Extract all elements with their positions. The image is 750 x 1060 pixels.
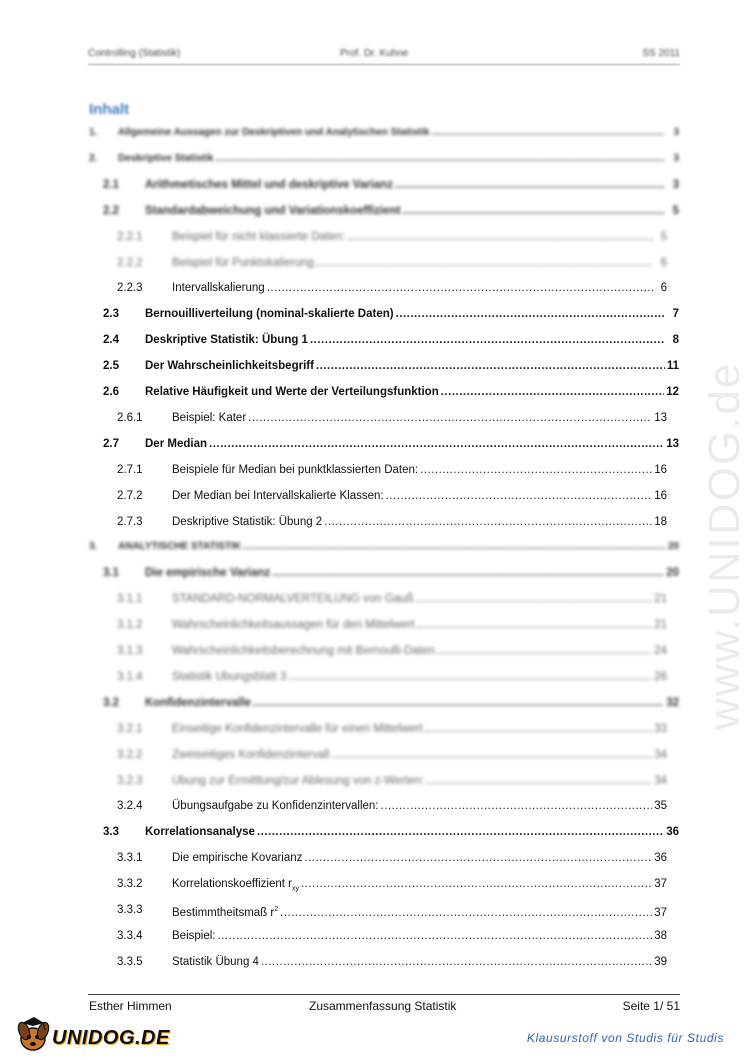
toc-entry-line	[118, 150, 679, 168]
toc-entry-page: 13	[654, 412, 667, 424]
toc-entry-title-text: Deskriptive Statistik: Übung 2	[172, 516, 323, 528]
toc-entry[interactable]	[0, 901, 750, 919]
toc-entry-number: 3.	[89, 541, 98, 552]
toc-entry-title-text: Konfidenzintervalle	[145, 697, 252, 709]
toc-entry-line	[145, 823, 679, 841]
toc-entry-line	[145, 435, 679, 453]
toc-entry[interactable]	[0, 797, 750, 815]
toc-entry-title-text: Standardabweichung und Variationskoeffizient	[145, 205, 401, 217]
toc-entry[interactable]	[0, 279, 750, 297]
toc-entry-title-text: Beispiel für nicht klassierte Daten:	[172, 231, 346, 243]
toc-entry-title	[172, 772, 424, 790]
toc-dot-leader	[425, 720, 653, 738]
toc-entry-line	[145, 383, 679, 401]
toc-entry-superscript: 2	[274, 906, 279, 913]
toc-entry-title-text: STANDARD-NORMALVERTEILUNG von Gauß	[172, 593, 414, 605]
header-semester: SS 2011	[642, 48, 680, 59]
brand-tagline: Klausurstoff von Studis für Studis	[526, 1031, 724, 1045]
toc-entry-number: 2.4	[103, 334, 119, 346]
toc-dot-leader	[267, 279, 653, 297]
toc-entry[interactable]	[0, 849, 750, 867]
toc-entry-page: 8	[672, 334, 679, 346]
toc-entry[interactable]	[0, 538, 750, 556]
toc-entry-title	[145, 435, 207, 453]
toc-entry-number: 3.3.4	[117, 930, 143, 942]
toc-entry-page: 34	[654, 775, 667, 787]
toc-dot-leader	[437, 642, 652, 660]
toc-entry-title-text: Beispiel: Kater	[172, 412, 247, 424]
toc-entry-page: 37	[654, 878, 667, 890]
toc-entry[interactable]	[0, 305, 750, 323]
footer-title: Zusammenfassung Statistik	[309, 999, 457, 1013]
toc-entry-title	[118, 538, 241, 556]
toc-entry-title	[145, 823, 255, 841]
toc-entry-title-text: Deskriptive Statistik	[118, 153, 214, 164]
toc-entry[interactable]	[0, 720, 750, 738]
toc-entry-line	[118, 538, 679, 556]
toc-entry-number: 3.2.4	[117, 800, 143, 812]
toc-dot-leader	[248, 409, 652, 427]
toc-entry-page: 5	[660, 231, 667, 243]
toc-dot-leader	[216, 150, 665, 168]
toc-dot-leader	[288, 668, 652, 686]
toc-entry-title-text: Der Median	[145, 438, 207, 450]
toc-entry-title	[172, 901, 278, 922]
toc-entry-title-text: Korrelationsanalyse	[145, 826, 255, 838]
toc-entry-page: 5	[672, 205, 679, 217]
toc-entry-title-text: Übung zur Ermittlung/zur Ablesung von z-Werten:	[172, 775, 425, 787]
toc-entry-title	[145, 357, 314, 375]
toc-entry-number: 2.1	[103, 179, 119, 191]
toc-entry-title	[172, 254, 314, 272]
toc-dot-leader	[209, 435, 664, 453]
toc-dot-leader	[420, 461, 652, 479]
toc-entry-page: 20	[667, 541, 679, 552]
toc-entry[interactable]	[0, 228, 750, 246]
toc-entry-line	[145, 176, 679, 194]
toc-entry[interactable]	[0, 202, 750, 220]
toc-entry-page: 16	[654, 490, 667, 502]
toc-entry-line	[145, 202, 679, 220]
toc-entry-title	[172, 228, 345, 246]
toc-entry-line	[172, 461, 667, 479]
toc-entry-number: 2.2	[103, 205, 119, 217]
toc-entry-number: 3.3.1	[117, 852, 143, 864]
toc-entry-title-text: Übungsaufgabe zu Konfidenzintervallen:	[172, 800, 379, 812]
toc-entry-number: 3.3.3	[117, 904, 143, 916]
toc-entry-title-text: Bestimmtheitsmaß r	[172, 906, 275, 919]
toc-entry-title	[172, 797, 379, 815]
toc-entry-line	[172, 590, 667, 608]
toc-dot-leader	[310, 331, 665, 349]
toc-dot-leader	[243, 538, 665, 556]
toc-entry-number: 2.7.1	[117, 464, 143, 476]
toc-entry-number: 2.7	[103, 438, 119, 450]
toc-entry-page: 36	[666, 826, 679, 838]
footer-rule	[88, 994, 680, 995]
footer-author: Esther Himmen	[89, 999, 172, 1013]
toc-entry-title-text: Korrelationskoeffizient r	[172, 878, 292, 890]
toc-entry-page: 3	[673, 153, 679, 164]
toc-entry-title	[145, 694, 251, 712]
toc-entry[interactable]	[0, 409, 750, 427]
toc-entry-line	[172, 279, 667, 297]
toc-dot-leader	[217, 927, 652, 945]
toc-entry-title-text: Statistik Übung 4	[172, 956, 259, 968]
toc-entry-number: 3.1.2	[117, 619, 143, 631]
toc-entry-title	[145, 176, 393, 194]
toc-entry-number: 3.2.1	[117, 723, 143, 735]
toc-entry-title	[172, 668, 286, 686]
toc-entry-page: 33	[654, 723, 667, 735]
toc-entry-title	[172, 590, 414, 608]
toc-entry-page: 34	[654, 749, 667, 761]
toc-entry-number: 2.2.3	[117, 282, 143, 294]
toc-entry-line	[172, 901, 667, 922]
toc-entry-title-text: Intervallskalierung	[172, 282, 265, 294]
toc-entry-line	[172, 668, 667, 686]
toc-entry-page: 36	[654, 852, 667, 864]
toc-entry-title	[172, 409, 246, 427]
toc-entry-line	[118, 124, 679, 142]
toc-entry-line	[145, 305, 679, 323]
toc-dot-leader	[316, 254, 653, 272]
toc-entry-line	[172, 254, 667, 272]
toc-dot-leader	[395, 176, 665, 194]
toc-dot-leader	[432, 124, 665, 142]
toc-entry-page: 12	[666, 386, 679, 398]
toc-entry-title	[172, 849, 302, 867]
toc-entry-title	[172, 875, 299, 898]
toc-entry[interactable]	[0, 772, 750, 790]
toc-entry-title-text: Die empirische Kovarianz	[172, 852, 303, 864]
toc-entry[interactable]	[0, 357, 750, 375]
toc-entry-number: 3.2.3	[117, 775, 143, 787]
toc-entry-page: 21	[654, 619, 667, 631]
toc-entry-line	[172, 953, 667, 971]
toc-entry-page: 6	[660, 282, 667, 294]
toc-entry-title	[145, 202, 401, 220]
toc-entry-number: 3.2.2	[117, 749, 143, 761]
toc-entry-number: 2.6.1	[117, 412, 143, 424]
toc-entry-page: 11	[666, 360, 679, 372]
toc-dot-leader	[386, 487, 653, 505]
toc-dot-leader	[381, 797, 653, 815]
toc-entry-number: 3.1	[103, 567, 119, 579]
toc-entry[interactable]	[0, 461, 750, 479]
toc-entry[interactable]	[0, 953, 750, 971]
toc-entry-line	[172, 720, 667, 738]
toc-entry[interactable]	[0, 927, 750, 945]
toc-entry-title-text: Beispiel:	[172, 930, 216, 942]
toc-entry-page: 35	[654, 800, 667, 812]
toc-entry-title-text: Zweiseitiges Konfidenzintervall	[172, 749, 330, 761]
toc-entry-title	[172, 720, 423, 738]
toc-entry-title	[172, 461, 418, 479]
toc-entry-subscript: xy	[291, 885, 299, 893]
toc-entry[interactable]	[0, 642, 750, 660]
toc-entry[interactable]	[0, 564, 750, 582]
toc-entry-page: 24	[654, 645, 667, 657]
toc-entry-page: 37	[654, 906, 667, 919]
header-course: Controlling (Statistik)	[88, 48, 181, 59]
toc-entry-number: 2.7.2	[117, 490, 143, 502]
toc-entry[interactable]	[0, 746, 750, 764]
toc-entry-title-text: Einseitige Konfidenzintervalle für einen Mittelwert	[172, 723, 423, 735]
toc-entry-line	[145, 694, 679, 712]
toc-entry-page: 7	[672, 308, 679, 320]
toc-dot-leader	[253, 694, 664, 712]
toc-entry-title	[145, 331, 308, 349]
toc-entry-line	[172, 875, 667, 898]
toc-entry-number: 2.	[89, 153, 98, 164]
toc-entry-number: 3.3.2	[117, 878, 143, 890]
toc-entry-page: 3	[672, 179, 679, 191]
toc-entry-title	[118, 150, 214, 168]
toc-entry-title	[145, 305, 394, 323]
toc-dot-leader	[426, 772, 652, 790]
toc-entry-page: 20	[666, 567, 679, 579]
toc-title: Inhalt	[89, 101, 129, 118]
toc-entry-title	[172, 642, 435, 660]
toc-entry[interactable]	[0, 124, 750, 142]
toc-entry[interactable]	[0, 176, 750, 194]
toc-entry-number: 2.7.3	[117, 516, 143, 528]
toc-entry-page: 26	[654, 671, 667, 683]
watermark: www.UNIDOG.de	[700, 361, 749, 730]
toc-dot-leader	[272, 564, 664, 582]
toc-entry-page: 16	[654, 464, 667, 476]
toc-dot-leader	[403, 202, 665, 220]
toc-entry-page: 13	[666, 438, 679, 450]
logo-wordmark: UNIDOG.DE	[52, 1027, 170, 1049]
toc-entry-line	[172, 513, 667, 531]
toc-entry-number: 2.2.1	[117, 231, 143, 243]
toc-entry-title	[172, 513, 322, 531]
toc-entry-number: 2.5	[103, 360, 119, 372]
toc-entry[interactable]	[0, 254, 750, 272]
toc-entry-line	[172, 797, 667, 815]
toc-entry[interactable]	[0, 668, 750, 686]
toc-entry-title	[172, 616, 414, 634]
toc-entry-title-text: Deskriptive Statistik: Übung 1	[145, 334, 308, 346]
toc-entry[interactable]	[0, 823, 750, 841]
toc-entry-title	[172, 953, 259, 971]
toc-entry-title-text: Beispiele für Median bei punktklassierten Daten:	[172, 464, 419, 476]
toc-entry[interactable]	[0, 435, 750, 453]
toc-entry-page: 21	[654, 593, 667, 605]
toc-entry-line	[172, 228, 667, 246]
toc-entry-page: 39	[654, 956, 667, 968]
toc-entry[interactable]	[0, 331, 750, 349]
toc-entry-line	[145, 564, 679, 582]
toc-entry-title-text: Wahrscheinlichkeitsberechnung mit Bernoulli-Daten	[172, 645, 435, 657]
toc-dot-leader	[347, 228, 653, 246]
toc-dot-leader	[331, 746, 652, 764]
toc-entry-page: 32	[666, 697, 679, 709]
toc-entry-line	[172, 849, 667, 867]
toc-entry[interactable]	[0, 150, 750, 168]
toc-entry-number: 1.	[89, 127, 98, 138]
toc-dot-leader	[416, 616, 652, 634]
toc-entry-title	[172, 746, 329, 764]
toc-entry-number: 3.1.4	[117, 671, 143, 683]
toc-entry-title-text: Bernouilliverteilung (nominal-skalierte Daten)	[145, 308, 394, 320]
toc-entry-page: 38	[654, 930, 667, 942]
toc-entry-line	[145, 331, 679, 349]
toc-entry-number: 3.1.1	[117, 593, 143, 605]
toc-entry-page: 18	[654, 516, 667, 528]
toc-entry-number: 2.2.2	[117, 257, 143, 269]
page-footer	[88, 999, 680, 1017]
toc-entry-line	[172, 616, 667, 634]
toc-entry[interactable]	[0, 513, 750, 531]
toc-entry-line	[172, 642, 667, 660]
toc-entry[interactable]	[0, 616, 750, 634]
toc-entry-line	[172, 772, 667, 790]
toc-entry-title-text: Der Wahrscheinlichkeitsbegriff	[145, 360, 314, 372]
toc-dot-leader	[316, 357, 665, 375]
toc-entry-line	[145, 357, 679, 375]
toc-entry-title-text: Relative Häufigkeit und Werte der Verteilungsfunktion	[145, 386, 439, 398]
toc-entry-line	[172, 927, 667, 945]
toc-entry-page: 3	[673, 127, 679, 138]
toc-entry[interactable]	[0, 590, 750, 608]
unidog-logo	[8, 1015, 168, 1055]
toc-entry-title	[172, 487, 384, 505]
toc-entry-number: 3.3.5	[117, 956, 143, 968]
toc-entry-title-text: Statistik Übungsblatt 3	[172, 671, 287, 683]
toc-dot-leader	[441, 383, 664, 401]
toc-entry-page: 6	[660, 257, 667, 269]
toc-entry-title-text: Die empirische Varianz	[145, 567, 271, 579]
toc-dot-leader	[324, 513, 652, 531]
toc-entry[interactable]	[0, 487, 750, 505]
toc-entry-title	[172, 927, 215, 945]
toc-entry-number: 2.3	[103, 308, 119, 320]
toc-entry-number: 3.3	[103, 826, 119, 838]
toc-dot-leader	[301, 875, 652, 893]
header-professor: Prof. Dr. Kuhne	[340, 48, 409, 59]
toc-entry-line	[172, 409, 667, 427]
footer-page-number: Seite 1/ 51	[622, 999, 680, 1013]
toc-dot-leader	[416, 590, 653, 608]
toc-entry-title	[172, 279, 265, 297]
toc-entry-title	[118, 124, 430, 142]
toc-entry-title-text: Der Median bei Intervallskalierte Klassen:	[172, 490, 384, 502]
toc-entry-title-text: ANALYTISCHE STATISTIK	[118, 541, 242, 552]
toc-entry-title	[145, 383, 439, 401]
toc-dot-leader	[304, 849, 652, 867]
toc-entry-title-text: Arithmetisches Mittel und deskriptive Varianz	[145, 179, 393, 191]
toc-entry[interactable]	[0, 875, 750, 893]
toc-entry-number: 3.2	[103, 697, 119, 709]
toc-entry[interactable]	[0, 694, 750, 712]
toc-entry-number: 3.1.3	[117, 645, 143, 657]
toc-entry-title-text: Wahrscheinlichkeitsaussagen für den Mittelwert	[172, 619, 415, 631]
toc-entry-title-text: Beispiel für Punktskalierung	[172, 257, 314, 269]
toc-entry-number: 2.6	[103, 386, 119, 398]
dog-mascot-icon	[12, 1015, 52, 1055]
toc-entry-title-text: Allgemeine Aussagen zur Deskriptiven und Analytischen Statistik	[118, 127, 430, 138]
toc-dot-leader	[280, 904, 652, 922]
toc-dot-leader	[261, 953, 652, 971]
toc-dot-leader	[257, 823, 664, 841]
toc-entry[interactable]	[0, 383, 750, 401]
toc-entry-title	[145, 564, 270, 582]
toc-entry-line	[172, 487, 667, 505]
toc-dot-leader	[396, 305, 665, 323]
toc-entry-line	[172, 746, 667, 764]
